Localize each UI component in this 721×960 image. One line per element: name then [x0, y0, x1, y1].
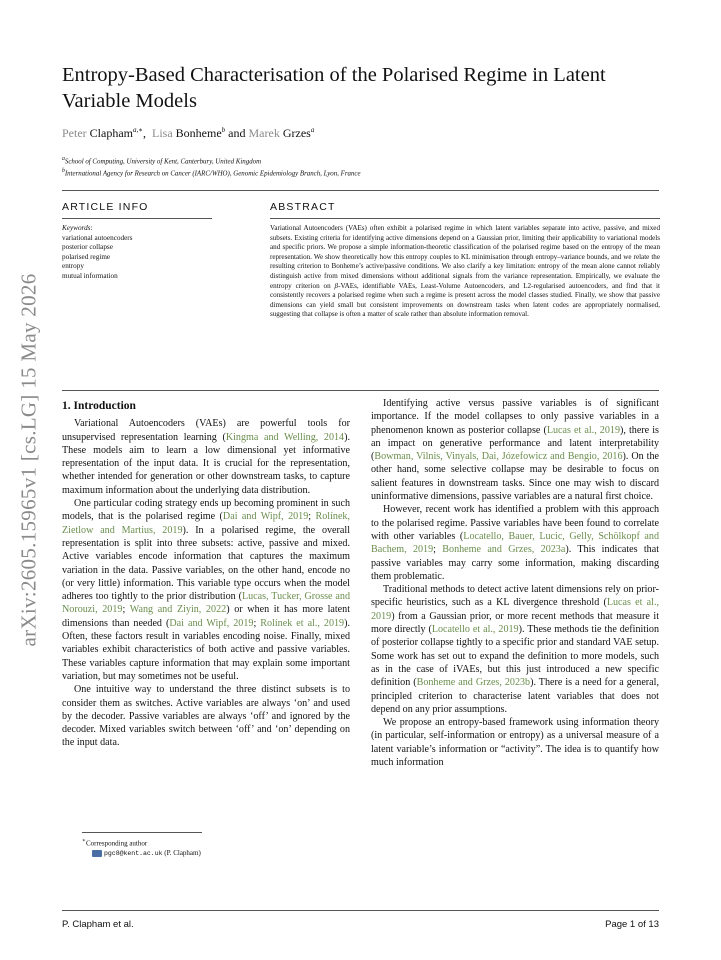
footnote-sup: ∗ [82, 838, 86, 844]
citation-link[interactable]: Kingma and Welling, 2014 [225, 431, 345, 443]
text: ; [253, 617, 261, 629]
text: ), there is an impact on generative performance and latent interpretability ( [371, 424, 659, 463]
citation-link[interactable]: Locatello et al., 2019 [431, 624, 519, 636]
paragraph [62, 417, 350, 497]
author-and: and [228, 126, 246, 140]
author-last-name: Clapham [89, 126, 133, 140]
text: ; [122, 604, 130, 616]
text: ). On the other hand, some selective collapse may be desirable to focus on salient features in downstream tasks. Since one may wish to discard uninformative dimensions, passive variables are a natural first choice. [371, 451, 659, 503]
author-list [62, 126, 314, 141]
envelope-icon [92, 850, 102, 857]
paragraph [371, 397, 659, 503]
text: ). These models aim to learn a low dimensional yet informative representation of the input data. It is crucial for the representation, whether intended for generation or other downstream tasks, to capture maximum information about the underlying data distribution. [62, 431, 350, 496]
text: Variational Autoencoders (VAEs) are powerful tools for unsupervised representation learning ( [62, 418, 350, 443]
author-first-name: Peter [62, 126, 87, 140]
arxiv-stamp [10, 250, 48, 670]
author-first-name: Marek [248, 126, 280, 140]
affiliation-text: International Agency for Research on Cancer (IARC/WHO), Genomic Epidemiology Branch, Lyon, France [64, 170, 361, 178]
citation-link[interactable]: Dai and Wipf, 2019 [169, 617, 254, 629]
abstract-rule [270, 218, 660, 219]
footnote-email [92, 848, 201, 859]
abstract-part: -VAEs, identifiable VAEs, Least-Volume Autoencoders, and L2-regularised autoencoders, and find that it consistently recovers a polarised regime when such a regime is present across the model classes studied. Finally, we show that passive dimensions can yield small but consistent improvements on downstream tasks when latent codes are appropriately normalised, suggesting that collapse is often a matter of scale rather than absolute information removal. [270, 281, 660, 319]
text: ). In a polarised regime, the overall representation is split into three subsets: active, passive and mixed. Active variables encode information that captures the maximum variation in the data. Passive variables, on the other hand, encode no (or very little) information. This variable type occurs when the model adheres too tightly to the prior distribution ( [62, 524, 350, 603]
citation-link[interactable]: Locatello, Bauer, Lucic, Gelly, Schölkopf and Bachem, 2019 [371, 530, 659, 556]
text: ). These methods tie the definition of posterior collapse tightly to a specific prior and standard VAE setup. Some work has set out to expand the definition to more models, such as in the case of iVAEs, but this just introduced a new specific definition ( [371, 624, 659, 689]
citation-link[interactable]: Wang and Ziyin, 2022 [129, 604, 227, 616]
email-link[interactable]: pgc8@kent.ac.uk [104, 850, 163, 857]
text: One particular coding strategy ends up becoming prominent in such models, that is the polarised regime ( [62, 498, 350, 523]
text: However, recent work has identified a problem with this approach to the polarised regime. Passive variables have been found to correlate with other variables ( [371, 504, 659, 542]
text: Identifying active versus passive variables is of significant importance. If the model collapses to only passive variables in a phenomenon known as posterior collapse ( [371, 398, 659, 436]
text: ) or when it has more latent dimensions than needed ( [62, 604, 351, 629]
paragraph [371, 503, 659, 583]
citation-link[interactable]: Lucas et al., 2019 [546, 424, 620, 436]
keywords-block: Keywords: variational autoencoders posterior collapse polarised regime entropy mutual information [62, 224, 212, 282]
citation-link[interactable]: Bonheme and Grzes, 2023a [442, 544, 566, 556]
affiliation-sup: b [62, 168, 65, 174]
paragraph [371, 583, 659, 716]
affiliation-sup: a [62, 156, 65, 162]
keyword: variational autoencoders [62, 233, 133, 242]
paragraph: One intuitive way to understand the three distinct subsets is to consider them as switches. Active variables are always ‘on’ and used by the decoder. Passive variables are always ‘off’ and ignored by the decoder. Mixed variables switch between ‘off’ and ‘on’ depending on the input data. [62, 684, 350, 749]
abstract-text [270, 224, 660, 320]
author-sup: a [310, 126, 315, 134]
article-info-rule [62, 218, 212, 219]
author-last-name: Grzes [282, 126, 311, 140]
section-heading: 1. Introduction [62, 400, 136, 412]
email-owner: (P. Clapham) [164, 849, 201, 857]
citation-link[interactable]: Dai and Wipf, 2019 [222, 511, 309, 523]
text: ). This indicates that passive variables may carry some information, making discarding them problematic. [371, 544, 660, 582]
author-first-name: Lisa [152, 126, 173, 140]
author-separator: , [143, 126, 146, 140]
text: ) from a Gaussian prior, or more recent methods that measure it more directly ( [371, 610, 659, 636]
text: ). There is a need for a general, principled criterion to characterise latent variables that does not depend on any prior assumptions. [371, 677, 659, 715]
footnote [82, 836, 147, 848]
footer-rule [62, 910, 659, 911]
affiliation-text: School of Computing, University of Kent, Canterbury, United Kingdom [64, 158, 262, 166]
abstract-end-rule [62, 390, 659, 391]
affiliation [62, 166, 662, 179]
author-sup: a,∗ [132, 126, 143, 134]
abstract-part: Variational Autoencoders (VAEs) often exhibit a polarised regime in which latent variables separate into active, passive, and mixed subsets. Existing criteria for identifying active dimensions depend on a Gaussian prior, limiting their applicability to variational models and specific priors. We propose a simple information-theoretic classification of the polarised regime based on the entropy of the mean representation. We show theoretically how this entropy couples to KL minimisation through entropy–variance bounds, and we relate the resulting criterion to Bonheme’s active/passive conditions. We also clarify a key limitation: entropy of the mean alone cannot reliably distinguish active from mixed dimensions without additional signals from the variance representation. Empirically, we evaluate the entropy criterion on [270, 224, 660, 290]
text: ; [308, 511, 316, 523]
article-info-heading: ARTICLE INFO [62, 201, 149, 213]
page-number: Page 1 of 13 [605, 919, 659, 930]
citation-link[interactable]: Rolínek, Zietlow and Martius, 2019 [62, 511, 351, 536]
citation-link[interactable]: Lucas, Tucker, Grosse and Norouzi, 2019 [62, 591, 350, 616]
abstract-beta: β [334, 281, 339, 290]
text: ; [433, 544, 443, 556]
citation-link[interactable]: Lucas et al., 2019 [371, 597, 659, 622]
footnote-rule [82, 832, 202, 833]
keywords-label: Keywords [62, 224, 91, 232]
citation-link[interactable]: Rolínek et al., 2019 [260, 617, 345, 629]
keyword: polarised regime [62, 252, 111, 261]
abstract-heading: ABSTRACT [270, 201, 336, 213]
header-rule [62, 190, 659, 191]
left-column [62, 400, 350, 750]
right-column [371, 397, 659, 769]
arxiv-stamp-text: arXiv:2605.15965v1 [cs.LG] 15 May 2026 [16, 273, 41, 647]
keyword: entropy [62, 262, 84, 271]
keyword: posterior collapse [62, 243, 113, 252]
footnote-label: Corresponding author [85, 839, 148, 848]
author-sup: b [221, 126, 226, 134]
citation-link[interactable]: Bonheme and Grzes, 2023b [416, 677, 531, 689]
text: ). Often, these factors result in variables encoding noise. Finally, mixed variables exhibit characteristics of both active and passive variables. These variables capture information that may explain some important variation, but may sometimes not be useful. [62, 617, 350, 682]
paragraph [62, 497, 350, 683]
paper-title: Entropy-Based Characterisation of the Polarised Regime in Latent Variable Models [62, 64, 606, 112]
keyword: mutual information [62, 271, 118, 280]
author-last-name: Bonheme [175, 126, 222, 140]
text: Traditional methods to detect active latent dimensions rely on prior-specific heuristics, such as a KL divergence threshold ( [371, 584, 659, 609]
citation-link[interactable]: Bowman, Vilnis, Vinyals, Dai, Józefowicz and Bengio, 2016 [374, 451, 623, 463]
footer-authors: P. Clapham et al. [62, 919, 134, 930]
paragraph: We propose an entropy-based framework using information theory (in particular, self-information or entropy) as a universal measure of a latent variable’s information or “activity”. The idea is to quantify how much information [371, 717, 659, 769]
